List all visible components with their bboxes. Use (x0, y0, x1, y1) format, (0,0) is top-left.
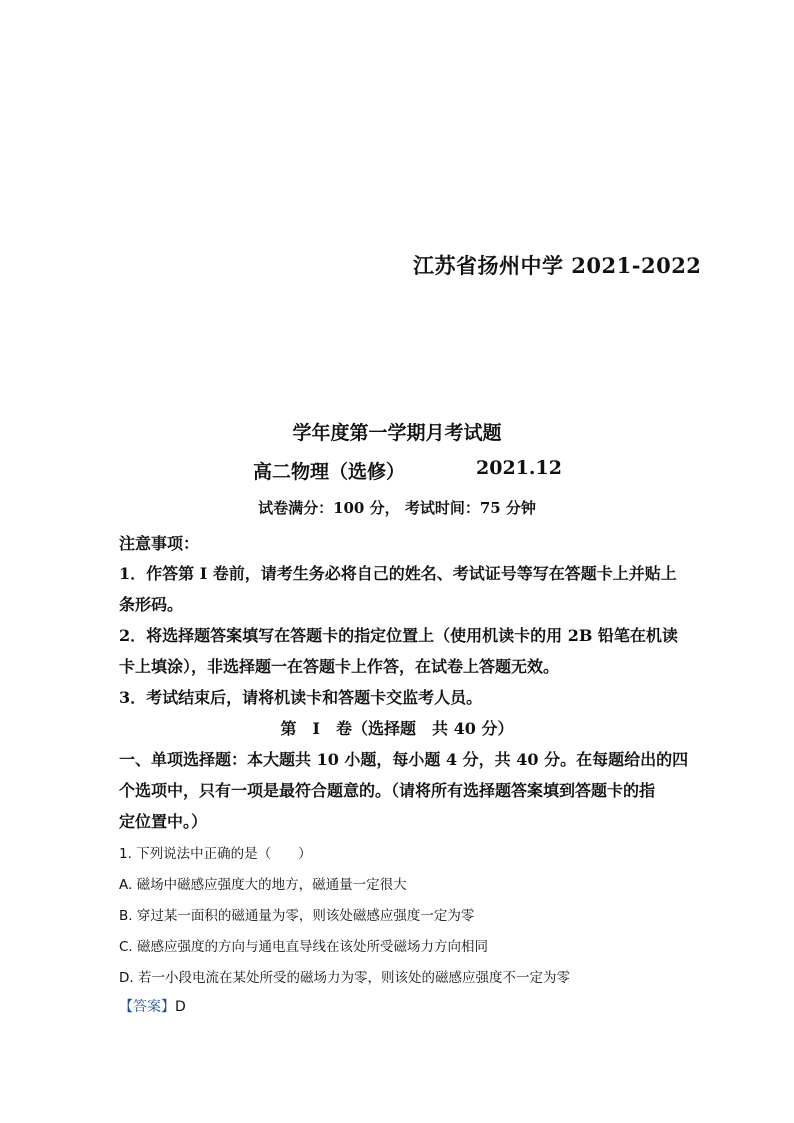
question1-option-d: D. 若一小段电流在某处所受的磁场力为零，则该处的磁感应强度不一定为零 (119, 970, 570, 986)
notice-item1-line1: 1．作答第 I 卷前，请考生务必将自己的姓名、考试证号等写在答题卡上并贴上 (119, 564, 677, 583)
question1-stem: 1. 下列说法中正确的是（ ） (119, 846, 312, 862)
exam-title-line2: 学年度第一学期月考试题 (292, 422, 502, 444)
section1-instruction-line1: 一、单项选择题：本大题共 10 小题，每小题 4 分，共 40 分。在每题给出的四 (119, 750, 689, 769)
exam-meta: 试卷满分：100 分， 考试时间：75 分钟 (258, 499, 536, 517)
section1-instruction-line3: 定位置中。） (119, 812, 208, 831)
exam-subject: 高二物理（选修） (253, 461, 406, 483)
answer-tag: 【答案】 (119, 999, 175, 1015)
question1-answer (119, 996, 186, 1016)
section1-heading: 第 I 卷（选择题 共 40 分） (280, 719, 514, 738)
notice-item2-line1: 2．将选择题答案填写在答题卡的指定位置上（使用机读卡的用 2B 铅笔在机读 (119, 626, 678, 645)
question1-option-a: A. 磁场中磁感应强度大的地方，磁通量一定很大 (119, 877, 407, 893)
section1-instruction-line2: 个选项中，只有一项是最符合题意的。（请将所有选择题答案填到答题卡的指 (119, 781, 656, 800)
notice-heading: 注意事项： (119, 534, 200, 553)
notice-item2-line2: 卡上填涂），非选择题一在答题卡上作答，在试卷上答题无效。 (119, 657, 560, 676)
answer-value: D (175, 999, 186, 1015)
notice-item3: 3．考试结束后，请将机读卡和答题卡交监考人员。 (119, 688, 483, 707)
exam-title-line1: 江苏省扬州中学 2021-2022 (413, 253, 702, 278)
exam-date: 2021.12 (476, 457, 562, 479)
question1-option-c: C. 磁感应强度的方向与通电直导线在该处所受磁场力方向相同 (119, 939, 489, 955)
question1-option-b: B. 穿过某一面积的磁通量为零，则该处磁感应强度一定为零 (119, 908, 475, 924)
notice-item1-line2: 条形码。 (119, 595, 184, 614)
